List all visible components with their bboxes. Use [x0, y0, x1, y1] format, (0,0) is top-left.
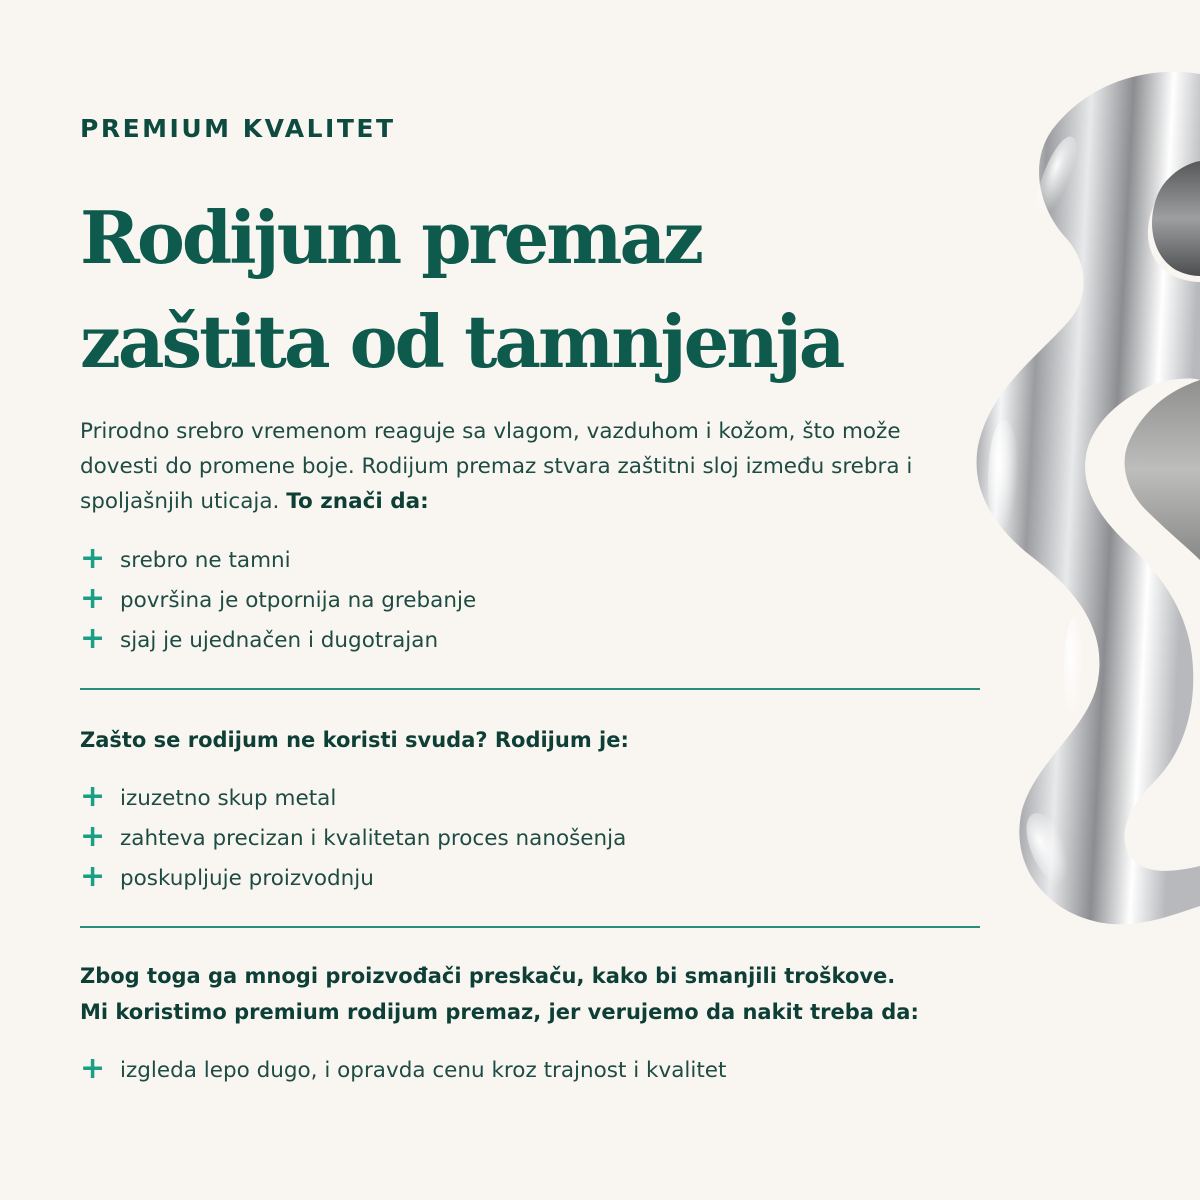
section-three-heading — [80, 958, 980, 1030]
plus-icon: + — [80, 541, 106, 576]
intro-paragraph — [80, 414, 980, 519]
plus-icon: + — [80, 621, 106, 656]
list-item-label: izuzetno skup metal — [120, 785, 337, 811]
section-two-heading: Zašto se rodijum ne koristi svuda? Rodijum je: — [80, 728, 629, 752]
list-item — [80, 1050, 726, 1090]
plus-icon: + — [80, 819, 106, 854]
list-item — [80, 858, 626, 898]
plus-icon: + — [80, 1051, 106, 1086]
list-item — [80, 580, 476, 620]
headline-line-2: zaštita od tamnjenja — [80, 299, 843, 384]
list-item-label: sjaj je ujednačen i dugotrajan — [120, 627, 439, 653]
list-item-label: poskupljuje proizvodnju — [120, 865, 374, 891]
chrome-liquid-metal-shape — [970, 60, 1200, 960]
promise-list — [80, 1050, 726, 1090]
plus-icon: + — [80, 859, 106, 894]
headline — [80, 186, 980, 394]
list-item-label: zahteva precizan i kvalitetan proces nanošenja — [120, 825, 627, 851]
list-item — [80, 620, 476, 660]
eyebrow-label: PREMIUM KVALITET — [80, 114, 396, 143]
list-item — [80, 540, 476, 580]
list-item-label: srebro ne tamni — [120, 547, 291, 573]
divider — [80, 688, 980, 690]
intro-text: Prirodno srebro vremenom reaguje sa vlagom, vazduhom i kožom, što može dovesti do promene boje. Rodijum premaz stvara zaštitni sloj između srebra i spoljašnjih uticaja. — [80, 419, 913, 514]
list-item — [80, 818, 626, 858]
headline-line-1: Rodijum premaz — [80, 195, 702, 280]
benefits-list — [80, 540, 476, 660]
list-item — [80, 778, 626, 818]
section-three-heading-line-2: Mi koristimo premium rodijum premaz, jer verujemo da nakit treba da: — [80, 1000, 919, 1024]
list-item-label: izgleda lepo dugo, i opravda cenu kroz trajnost i kvalitet — [120, 1057, 727, 1083]
list-item-label: površina je otpornija na grebanje — [120, 587, 477, 613]
drawbacks-list — [80, 778, 626, 898]
intro-emphasis: To znači da: — [286, 489, 429, 514]
section-three-heading-line-1: Zbog toga ga mnogi proizvođači preskaču, kako bi smanjili troškove. — [80, 964, 896, 988]
plus-icon: + — [80, 581, 106, 616]
plus-icon: + — [80, 779, 106, 814]
divider — [80, 926, 980, 928]
